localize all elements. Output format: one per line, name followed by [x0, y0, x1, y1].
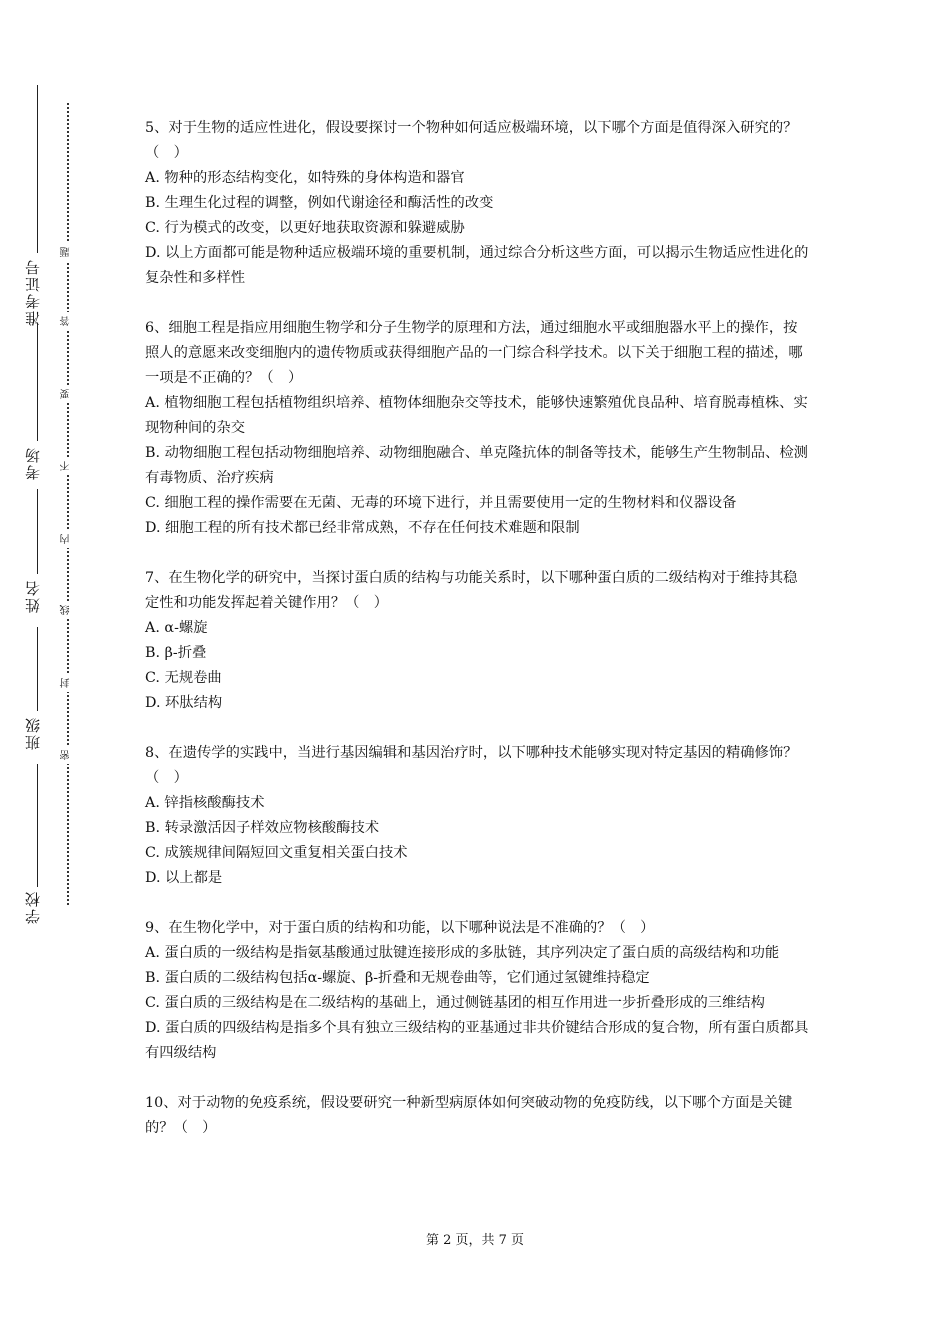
question-9 — [145, 916, 811, 1066]
question-stem: 6、细胞工程是指应用细胞生物学和分子生物学的原理和方法，通过细胞水平或细胞器水平上的操作，按照人的意愿来改变细胞内的遗传物质或获得细胞产品的一门综合科学技术。以下关于细胞工程的描述，哪一项是不正确的？（ ） — [145, 320, 803, 386]
option-c: C. 行为模式的改变，以更好地获取资源和躲避威胁 — [145, 220, 465, 236]
binding-line — [37, 764, 38, 887]
seal-char: 密 — [59, 746, 75, 764]
option-b: B. 生理生化过程的调整，例如代谢途径和酶活性的改变 — [145, 195, 494, 211]
label-name: 姓名 — [24, 579, 42, 613]
seal-char: 不 — [59, 457, 75, 475]
binding-line — [37, 85, 38, 253]
question-10 — [145, 1091, 811, 1141]
question-list — [145, 116, 811, 1166]
seal-char: 答 — [59, 312, 75, 330]
option-c: C. 蛋白质的三级结构是在二级结构的基础上，通过侧链基团的相互作用进一步折叠形成的三维结构 — [145, 995, 765, 1011]
option-a: A. 植物细胞工程包括植物组织培养、植物体细胞杂交等技术，能够快速繁殖优良品种、培育脱毒植株、实现物种间的杂交 — [145, 395, 808, 436]
seal-char: 封 — [59, 674, 75, 692]
binding-line — [37, 627, 38, 711]
option-d: D. 细胞工程的所有技术都已经非常成熟，不存在任何技术难题和限制 — [145, 520, 580, 536]
question-7 — [145, 566, 811, 716]
option-c: C. 细胞工程的操作需要在无菌、无毒的环境下进行，并且需要使用一定的生物材料和仪器设备 — [145, 495, 737, 511]
option-d: D. 环肽结构 — [145, 695, 223, 711]
binding-margin — [0, 0, 110, 1344]
option-d: D. 以上方面都可能是物种适应极端环境的重要机制，通过综合分析这些方面，可以揭示生物适应性进化的复杂性和多样性 — [145, 245, 809, 286]
option-c: C. 成簇规律间隔短回文重复相关蛋白技术 — [145, 845, 408, 861]
question-stem: 7、在生物化学的研究中，当探讨蛋白质的结构与功能关系时，以下哪种蛋白质的二级结构对于维持其稳定性和功能发挥起着关键作用？（ ） — [145, 570, 798, 611]
question-stem: 10、对于动物的免疫系统，假设要研究一种新型病原体如何突破动物的免疫防线，以下哪个方面是关键的？（ ） — [145, 1095, 793, 1136]
option-b: B. 转录激活因子样效应物核酸酶技术 — [145, 820, 380, 836]
label-exam-room: 考场 — [24, 446, 42, 480]
label-class: 班级 — [24, 716, 42, 750]
option-c: C. 无规卷曲 — [145, 670, 222, 686]
binding-line — [37, 323, 38, 441]
option-b: B. 蛋白质的二级结构包括α-螺旋、β-折叠和无规卷曲等，它们通过氢键维持稳定 — [145, 970, 650, 986]
question-5 — [145, 116, 811, 291]
option-d: D. 蛋白质的四级结构是指多个具有独立三级结构的亚基通过非共价键结合形成的复合物，所有蛋白质都具有四级结构 — [145, 1020, 809, 1061]
option-b: B. 动物细胞工程包括动物细胞培养、动物细胞融合、单克隆抗体的制备等技术，能够生产生物制品、检测有毒物质、治疗疾病 — [145, 445, 808, 486]
option-a: A. α-螺旋 — [145, 620, 208, 636]
option-b: B. β-折叠 — [145, 645, 207, 661]
seal-char: 线 — [59, 601, 75, 619]
seal-char: 要 — [59, 385, 75, 403]
seal-char: 题 — [59, 243, 75, 261]
question-6 — [145, 316, 811, 541]
binding-line — [37, 489, 38, 574]
question-8 — [145, 741, 811, 891]
option-a: A. 锌指核酸酶技术 — [145, 795, 265, 811]
question-stem: 9、在生物化学中，对于蛋白质的结构和功能，以下哪种说法是不准确的？（ ） — [145, 920, 655, 936]
question-stem: 5、对于生物的适应性进化，假设要探讨一个物种如何适应极端环境，以下哪个方面是值得深入研究的？（ ） — [145, 120, 798, 161]
seal-char: 内 — [59, 530, 75, 548]
option-a: A. 物种的形态结构变化，如特殊的身体构造和器官 — [145, 170, 465, 186]
label-school: 学校 — [24, 890, 42, 924]
label-exam-number: 准考证号 — [24, 258, 42, 326]
question-stem: 8、在遗传学的实践中，当进行基因编辑和基因治疗时，以下哪种技术能够实现对特定基因的精确修饰？（ ） — [145, 745, 798, 786]
option-d: D. 以上都是 — [145, 870, 223, 886]
seal-dotted-line — [67, 103, 69, 905]
option-a: A. 蛋白质的一级结构是指氨基酸通过肽键连接形成的多肽链，其序列决定了蛋白质的高级结构和功能 — [145, 945, 780, 961]
page-number: 第 2 页，共 7 页 — [425, 1233, 525, 1248]
